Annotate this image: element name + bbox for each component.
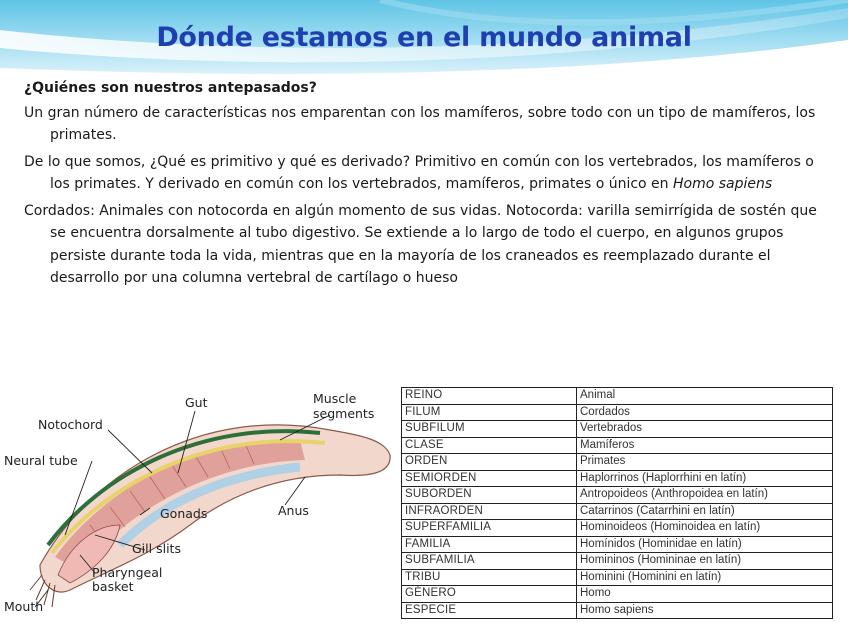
label-muscle-2: segments bbox=[313, 406, 375, 421]
table-row bbox=[402, 536, 833, 553]
taxon-rank: FAMILIA bbox=[402, 536, 577, 553]
taxon-value: Homo bbox=[577, 586, 833, 603]
paragraph-2-text: De lo que somos, ¿Qué es primitivo y qué es derivado? Primitivo en común con los vertebrados, los mamíferos o los primates. Y derivado en común con los vertebrados, mamíferos, primates o único en bbox=[24, 153, 814, 192]
taxon-rank: TRIBU bbox=[402, 569, 577, 586]
label-neural-tube: Neural tube bbox=[4, 453, 78, 468]
taxon-rank: CLASE bbox=[402, 437, 577, 454]
label-notochord: Notochord bbox=[38, 417, 103, 432]
taxon-rank: SEMIORDEN bbox=[402, 470, 577, 487]
taxon-rank: REINO bbox=[402, 388, 577, 405]
table-row bbox=[402, 520, 833, 537]
taxon-value: Primates bbox=[577, 454, 833, 471]
table-row bbox=[402, 454, 833, 471]
section-heading: ¿Quiénes son nuestros antepasados? bbox=[24, 80, 317, 96]
table-row bbox=[402, 553, 833, 570]
paragraph-3: Cordados: Animales con notocorda en algún momento de sus vidas. Notocorda: varilla semirrígida de sostén que se encuentra dorsalmente al tubo digestivo. Se extiende a lo largo de todo el cuerpo, en algunos grupos persiste durante toda la vida, mientras que en la mayoría de los craneados es reemplazado durante el desarrollo por una columna vertebral de cartílago o hueso bbox=[24, 202, 817, 286]
table-row bbox=[402, 503, 833, 520]
table-row bbox=[402, 602, 833, 619]
taxon-value: Catarrinos (Catarrhini en latín) bbox=[577, 503, 833, 520]
taxon-rank: SUPERFAMILIA bbox=[402, 520, 577, 537]
taxon-rank: SUBFAMILIA bbox=[402, 553, 577, 570]
body-text bbox=[24, 77, 830, 294]
label-muscle-1: Muscle bbox=[313, 391, 357, 406]
taxon-value: Mamíferos bbox=[577, 437, 833, 454]
taxon-value: Animal bbox=[577, 388, 833, 405]
paragraph-1: Un gran número de características nos emparentan con los mamíferos, sobre todo con un tipo de mamíferos, los primates. bbox=[24, 104, 816, 143]
table-row bbox=[402, 470, 833, 487]
taxon-rank: INFRAORDEN bbox=[402, 503, 577, 520]
taxon-value: Cordados bbox=[577, 404, 833, 421]
label-gonads: Gonads bbox=[160, 506, 208, 521]
label-gut: Gut bbox=[185, 395, 208, 410]
table-row bbox=[402, 569, 833, 586]
taxon-value: Haplorrinos (Haplorrhini en latín) bbox=[577, 470, 833, 487]
taxon-rank: SUBFILUM bbox=[402, 421, 577, 438]
taxon-rank: GÉNERO bbox=[402, 586, 577, 603]
taxon-rank: ESPECIE bbox=[402, 602, 577, 619]
taxon-rank: ORDEN bbox=[402, 454, 577, 471]
taxon-value: Homínidos (Hominidae en latín) bbox=[577, 536, 833, 553]
table-row bbox=[402, 437, 833, 454]
table-row bbox=[402, 404, 833, 421]
table-row bbox=[402, 388, 833, 405]
label-mouth: Mouth bbox=[4, 599, 44, 614]
label-anus: Anus bbox=[278, 503, 309, 518]
taxon-value: Hominini (Hominini en latín) bbox=[577, 569, 833, 586]
taxon-value: Vertebrados bbox=[577, 421, 833, 438]
taxon-value: Hominoideos (Hominoidea en latín) bbox=[577, 520, 833, 537]
table-row bbox=[402, 421, 833, 438]
taxon-rank: SUBORDEN bbox=[402, 487, 577, 504]
paragraph-2-italic: Homo sapiens bbox=[673, 176, 773, 192]
taxon-rank: FILUM bbox=[402, 404, 577, 421]
paragraph-2 bbox=[24, 151, 830, 196]
taxonomy-table bbox=[401, 387, 833, 619]
table-row bbox=[402, 586, 833, 603]
label-pharyngeal-2: basket bbox=[92, 579, 134, 594]
label-gill-slits: Gill slits bbox=[132, 541, 181, 556]
taxon-value: Antropoideos (Anthropoidea en latín) bbox=[577, 487, 833, 504]
page-title: Dónde estamos en el mundo animal bbox=[156, 22, 692, 53]
chordate-diagram bbox=[0, 385, 392, 633]
taxon-value: Homininos (Homininae en latín) bbox=[577, 553, 833, 570]
taxon-value: Homo sapiens bbox=[577, 602, 833, 619]
label-pharyngeal-1: Pharyngeal bbox=[92, 565, 163, 580]
table-row bbox=[402, 487, 833, 504]
